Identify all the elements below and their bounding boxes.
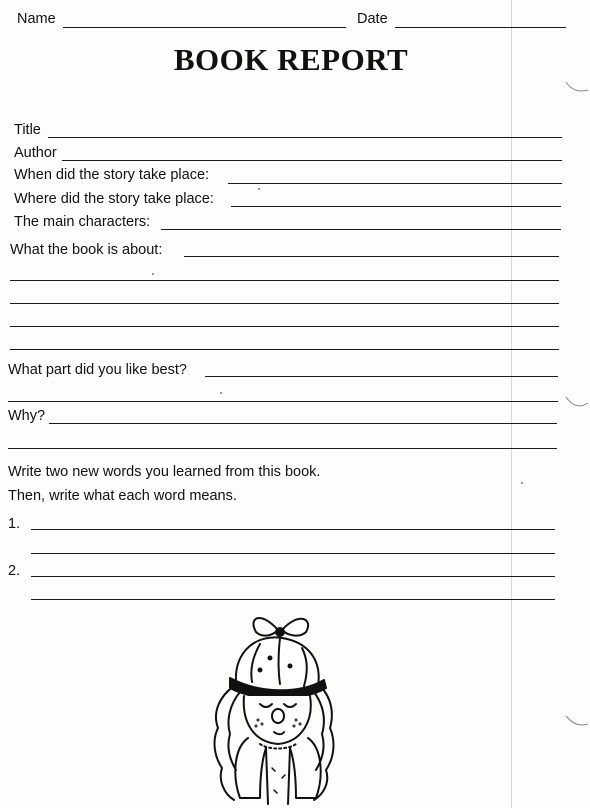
- liked-line-2[interactable]: [8, 401, 558, 402]
- about-line-5[interactable]: [10, 349, 559, 350]
- why-label: Why?: [8, 408, 46, 424]
- vocab-meaning-1-line[interactable]: [31, 553, 555, 554]
- vocab-item-1-number: 1.: [8, 516, 21, 532]
- about-line-1[interactable]: [184, 256, 559, 257]
- scan-speck: [521, 482, 523, 484]
- page-fold-line: [511, 0, 512, 808]
- about-line-3[interactable]: [10, 303, 559, 304]
- when-label: When did the story take place:: [14, 167, 210, 183]
- name-label: Name: [17, 11, 56, 27]
- vocab-word-1-line[interactable]: [31, 529, 555, 530]
- punch-hole-mark-middle: [564, 393, 590, 413]
- vocab-intro-2: Then, write what each word means.: [8, 488, 237, 504]
- where-line[interactable]: [231, 206, 561, 207]
- about-label: What the book is about:: [10, 242, 163, 258]
- about-line-2[interactable]: [10, 280, 559, 281]
- author-label: Author: [14, 145, 57, 161]
- title-line[interactable]: [48, 137, 562, 138]
- where-label: Where did the story take place:: [14, 191, 214, 207]
- author-line[interactable]: [62, 160, 562, 161]
- punch-hole-mark-top: [564, 78, 590, 98]
- date-line[interactable]: [395, 27, 566, 28]
- about-line-4[interactable]: [10, 326, 559, 327]
- why-line-1[interactable]: [49, 423, 557, 424]
- scan-speck: [258, 188, 260, 190]
- vocab-meaning-2-line[interactable]: [31, 599, 555, 600]
- when-line[interactable]: [228, 183, 562, 184]
- characters-line[interactable]: [161, 229, 561, 230]
- punch-hole-mark-bottom: [564, 712, 590, 732]
- vocab-intro-1: Write two new words you learned from this book.: [8, 464, 321, 480]
- liked-label: What part did you like best?: [8, 362, 187, 378]
- characters-label: The main characters:: [14, 214, 151, 230]
- scan-speck: [152, 273, 154, 275]
- why-line-2[interactable]: [8, 448, 557, 449]
- page-title: BOOK REPORT: [173, 42, 409, 77]
- liked-line-1[interactable]: [205, 376, 558, 377]
- girl-with-propeller-cap-illustration: [190, 608, 350, 808]
- vocab-item-2-number: 2.: [8, 563, 21, 579]
- date-label: Date: [357, 11, 388, 27]
- vocab-word-2-line[interactable]: [31, 576, 555, 577]
- name-line[interactable]: [63, 27, 346, 28]
- scan-speck: [220, 392, 222, 394]
- title-label: Title: [14, 122, 41, 138]
